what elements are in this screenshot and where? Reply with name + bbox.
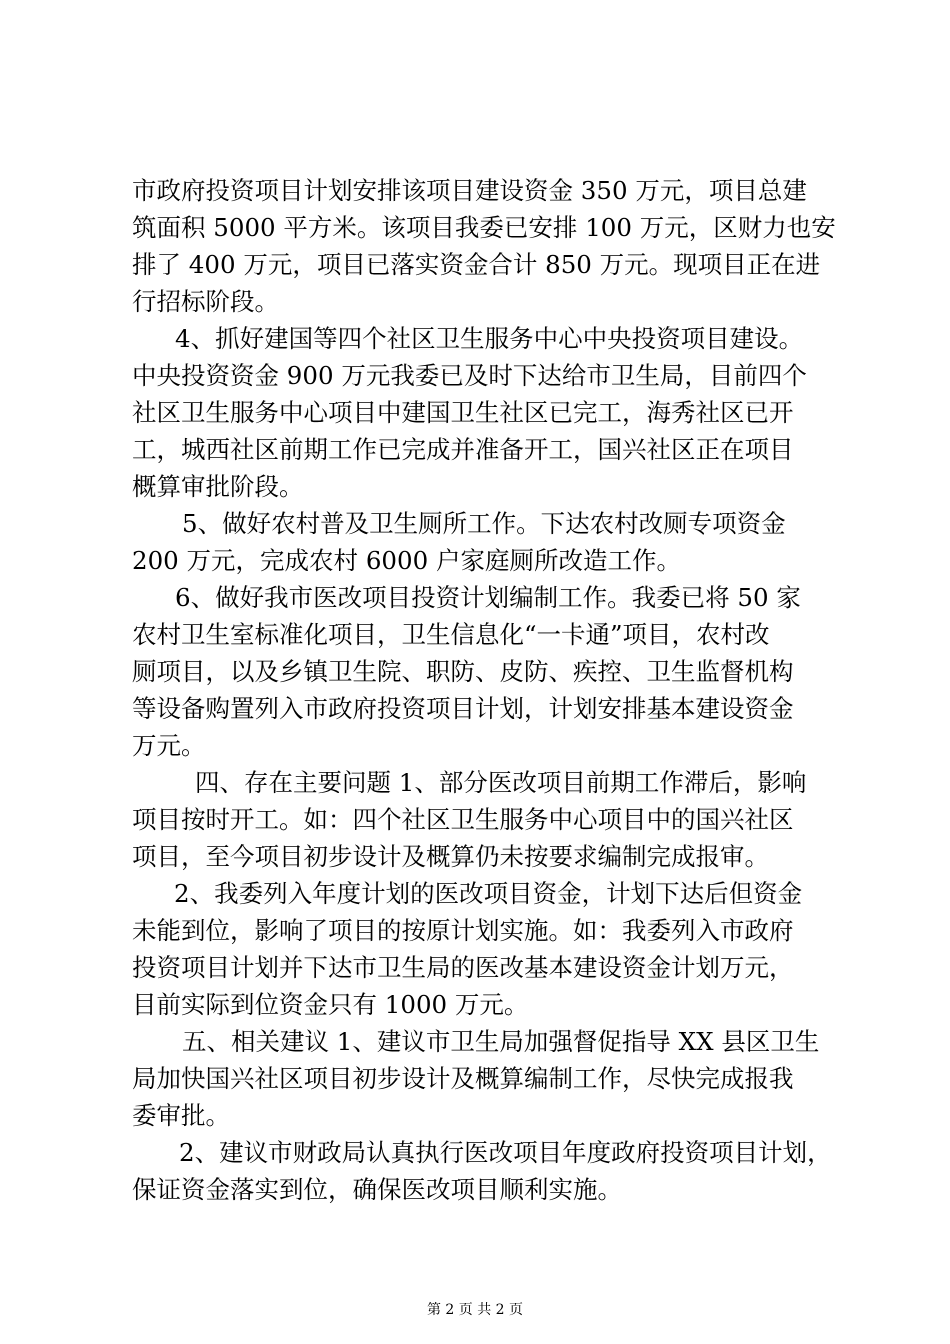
text-line: 厕项目，以及乡镇卫生院、职防、皮防、疾控、卫生监督机构	[132, 657, 794, 686]
text-line: 概算审批阶段。	[132, 472, 304, 501]
text-line: 万元。	[132, 731, 206, 760]
page-footer	[0, 1300, 950, 1320]
text-line: 5、做好农村普及卫生厕所工作。下达农村改厕专项资金	[182, 509, 786, 538]
text-line: 社区卫生服务中心项目中建国卫生社区已完工，海秀社区已开	[132, 398, 794, 427]
text-line: 排了 400 万元，项目已落实资金合计 850 万元。现项目正在进	[132, 250, 821, 279]
text-line: 局加快国兴社区项目初步设计及概算编制工作，尽快完成报我	[132, 1064, 794, 1093]
text-line: 保证资金落实到位，确保医改项目顺利实施。	[132, 1175, 622, 1204]
text-line: 投资项目计划并下达市卫生局的医改基本建设资金计划万元，	[132, 953, 794, 982]
text-line: 目前实际到位资金只有 1000 万元。	[132, 990, 529, 1019]
text-line: 中央投资资金 900 万元我委已及时下达给市卫生局，目前四个	[132, 361, 807, 390]
text-line: 四、存在主要问题 1、部分医改项目前期工作滞后，影响	[195, 768, 807, 797]
text-line: 2、建议市财政局认真执行医改项目年度政府投资项目计划，	[179, 1138, 832, 1167]
text-line: 市政府投资项目计划安排该项目建设资金 350 万元，项目总建	[132, 176, 807, 205]
text-line: 6、做好我市医改项目投资计划编制工作。我委已将 50 家	[175, 583, 801, 612]
text-line: 筑面积 5000 平方米。该项目我委已安排 100 万元，区财力也安	[132, 213, 836, 242]
text-line: 行招标阶段。	[132, 287, 279, 316]
text-line: 工，城西社区前期工作已完成并准备开工，国兴社区正在项目	[132, 435, 794, 464]
text-line: 200 万元，完成农村 6000 户家庭厕所改造工作。	[132, 546, 681, 575]
text-line: 委审批。	[132, 1101, 230, 1130]
text-line: 4、抓好建国等四个社区卫生服务中心中央投资项目建设。	[175, 324, 804, 353]
text-line: 等设备购置列入市政府投资项目计划，计划安排基本建设资金	[132, 694, 794, 723]
text-line: 农村卫生室标准化项目，卫生信息化“一卡通”项目，农村改	[132, 620, 770, 649]
text-line: 五、相关建议 1、建议市卫生局加强督促指导 XX 县区卫生	[182, 1027, 820, 1056]
text-line: 项目按时开工。如：四个社区卫生服务中心项目中的国兴社区	[132, 805, 794, 834]
page-number: 第 2 页 共 2 页	[426, 1302, 524, 1318]
text-line: 项目，至今项目初步设计及概算仍未按要求编制完成报审。	[132, 842, 769, 871]
text-line: 2、我委列入年度计划的医改项目资金，计划下达后但资金	[174, 879, 803, 908]
text-line: 未能到位，影响了项目的按原计划实施。如：我委列入市政府	[132, 916, 794, 945]
